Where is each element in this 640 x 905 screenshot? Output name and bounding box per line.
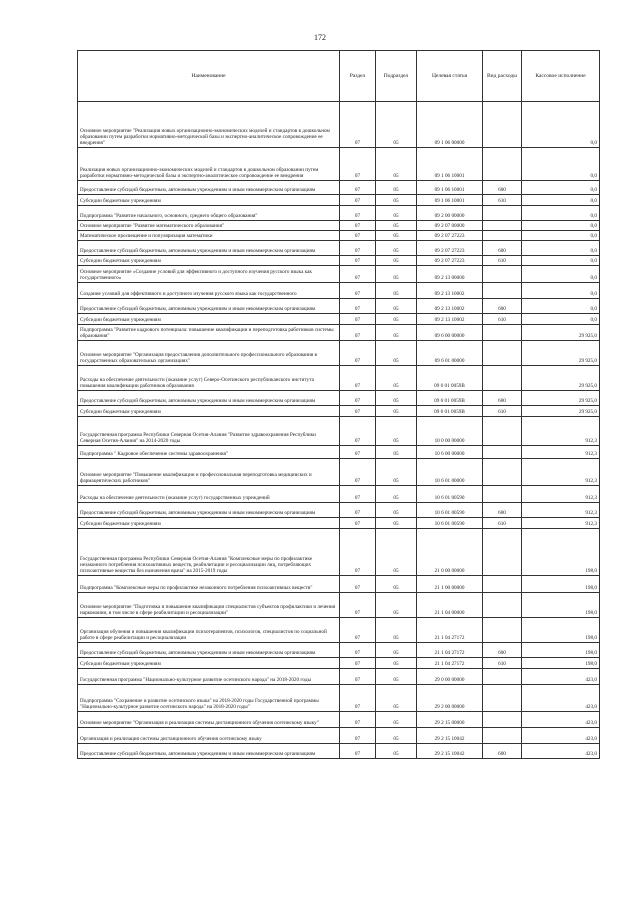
budget-table xyxy=(77,50,600,759)
table-row xyxy=(78,283,600,299)
row-cash-execution: 423,0 xyxy=(522,744,600,759)
row-subsection: 05 xyxy=(376,576,417,593)
row-expense-type: 600 xyxy=(483,744,522,759)
row-section: 07 xyxy=(340,529,376,576)
table-row xyxy=(78,417,600,446)
row-cash-execution: 0,0 xyxy=(522,195,600,206)
row-name: Предоставление субсидий бюджетным, автономным учреждениям и иным некоммерческим организациям xyxy=(78,503,340,518)
row-target-article: 09 1 06 10001 xyxy=(417,181,483,195)
row-section: 07 xyxy=(340,593,376,618)
row-cash-execution: 912,3 xyxy=(522,503,600,518)
row-expense-type xyxy=(483,728,522,744)
row-subsection: 05 xyxy=(376,593,417,618)
row-subsection: 05 xyxy=(376,728,417,744)
row-section: 07 xyxy=(340,391,376,406)
row-subsection: 05 xyxy=(376,266,417,283)
row-target-article: 10 6 01 00590 xyxy=(417,486,483,503)
row-cash-execution: 912,3 xyxy=(522,459,600,486)
table-row xyxy=(78,221,600,231)
row-name: Подпрограмма "Комплексные меры по профилактике незаконного потребления психоактивных веществ" xyxy=(78,576,340,593)
row-section: 07 xyxy=(340,518,376,529)
row-subsection: 05 xyxy=(376,221,417,231)
row-name: Создание условий для эффективного и доступного изучения русского языка как государственного xyxy=(78,283,340,299)
row-expense-type: 610 xyxy=(483,406,522,417)
row-expense-type xyxy=(483,102,522,148)
row-subsection: 05 xyxy=(376,712,417,728)
row-subsection: 05 xyxy=(376,325,417,341)
row-expense-type xyxy=(483,446,522,459)
row-expense-type xyxy=(483,459,522,486)
row-section: 07 xyxy=(340,503,376,518)
table-header-row xyxy=(78,51,600,102)
row-target-article: 09 2 13 00000 xyxy=(417,266,483,283)
row-cash-execution: 29 925,0 xyxy=(522,391,600,406)
row-name: Расходы на обеспечение деятельности (оказание услуг) Северо-Осетинского республиканского института повышения квалификации работников образования xyxy=(78,366,340,391)
row-cash-execution: 0,0 xyxy=(522,148,600,181)
table-row xyxy=(78,529,600,576)
row-subsection: 05 xyxy=(376,658,417,669)
row-target-article: 09 6 01 00000 xyxy=(417,341,483,366)
row-cash-execution: 0,0 xyxy=(522,283,600,299)
row-subsection: 05 xyxy=(376,618,417,643)
row-expense-type xyxy=(483,529,522,576)
row-section: 07 xyxy=(340,241,376,256)
row-cash-execution: 0,0 xyxy=(522,299,600,314)
row-section: 07 xyxy=(340,459,376,486)
table-row xyxy=(78,231,600,241)
row-target-article: 09 2 07 00000 xyxy=(417,221,483,231)
table-row xyxy=(78,446,600,459)
table-row xyxy=(78,669,600,685)
row-expense-type: 610 xyxy=(483,256,522,266)
row-section: 07 xyxy=(340,341,376,366)
table-row xyxy=(78,685,600,712)
row-subsection: 05 xyxy=(376,529,417,576)
table-row xyxy=(78,325,600,341)
row-subsection: 05 xyxy=(376,231,417,241)
row-expense-type: 610 xyxy=(483,195,522,206)
row-target-article: 09 6 01 0059В xyxy=(417,391,483,406)
row-target-article: 10 0 00 00000 xyxy=(417,417,483,446)
row-name: Организация обучения и повышения квалификации психотерапевтов, психологов, специалистов по социальной работе в сфере реабилитации и ресоциализации xyxy=(78,618,340,643)
row-section: 07 xyxy=(340,256,376,266)
row-name: Государственная программа Республики Северная Осетия-Алания "Комплексные меры по профилактике незаконного потребления психоактивных веществ, реабилитации и ресоциализации лиц, потребляющих психоактивные вещества без назначения врача" на 2015-2019 годы xyxy=(78,529,340,576)
row-target-article: 09 2 00 00000 xyxy=(417,206,483,221)
row-cash-execution: 423,0 xyxy=(522,669,600,685)
row-expense-type xyxy=(483,325,522,341)
row-expense-type xyxy=(483,366,522,391)
row-target-article: 09 1 06 10001 xyxy=(417,148,483,181)
row-target-article: 21 1 04 27172 xyxy=(417,643,483,658)
row-name: Субсидии бюджетным учреждениям xyxy=(78,406,340,417)
row-target-article: 10 6 01 00590 xyxy=(417,518,483,529)
row-cash-execution: 0,0 xyxy=(522,221,600,231)
row-subsection: 05 xyxy=(376,283,417,299)
row-subsection: 05 xyxy=(376,341,417,366)
row-cash-execution: 0,0 xyxy=(522,102,600,148)
row-section: 07 xyxy=(340,195,376,206)
table-row xyxy=(78,576,600,593)
row-name: Основное мероприятие "Организация и реализация системы дистанционного обучения осетинскому языку" xyxy=(78,712,340,728)
row-expense-type xyxy=(483,266,522,283)
table-row xyxy=(78,102,600,148)
row-expense-type: 600 xyxy=(483,503,522,518)
row-section: 07 xyxy=(340,685,376,712)
row-target-article: 09 6 00 00000 xyxy=(417,325,483,341)
row-name: Основное мероприятие "Повышение квалификации и профессиональная переподготовка медицинских и фармацевтических работников" xyxy=(78,459,340,486)
row-expense-type xyxy=(483,283,522,299)
row-cash-execution: 29 925,0 xyxy=(522,366,600,391)
row-expense-type xyxy=(483,417,522,446)
row-name: Субсидии бюджетным учреждениям xyxy=(78,256,340,266)
row-name: Основное мероприятие "Организация предоставления дополнительного профессионального образования в государственных образовательных организациях" xyxy=(78,341,340,366)
table-row xyxy=(78,643,600,658)
row-cash-execution: 423,0 xyxy=(522,728,600,744)
table-row xyxy=(78,712,600,728)
row-section: 07 xyxy=(340,712,376,728)
row-subsection: 05 xyxy=(376,459,417,486)
row-target-article: 21 0 00 00000 xyxy=(417,529,483,576)
table-row xyxy=(78,241,600,256)
row-section: 07 xyxy=(340,231,376,241)
row-section: 07 xyxy=(340,148,376,181)
row-subsection: 05 xyxy=(376,181,417,195)
row-cash-execution: 198,0 xyxy=(522,576,600,593)
table-row xyxy=(78,195,600,206)
row-name: Основное мероприятие "Развитие математического образования" xyxy=(78,221,340,231)
row-subsection: 05 xyxy=(376,102,417,148)
row-name: Государственная программа Республики Северная Осетия-Алания "Развитие здравоохранения Республики Северная Осетия-Алания" на 2014-2020 годы xyxy=(78,417,340,446)
row-section: 07 xyxy=(340,206,376,221)
row-name: Расходы на обеспечение деятельности (оказание услуг) государственных учреждений xyxy=(78,486,340,503)
row-section: 07 xyxy=(340,221,376,231)
row-section: 07 xyxy=(340,669,376,685)
row-target-article: 29 2 15 00000 xyxy=(417,712,483,728)
row-section: 07 xyxy=(340,314,376,325)
table-row xyxy=(78,266,600,283)
row-subsection: 05 xyxy=(376,391,417,406)
row-cash-execution: 0,0 xyxy=(522,206,600,221)
table-row xyxy=(78,593,600,618)
row-expense-type xyxy=(483,618,522,643)
row-expense-type xyxy=(483,206,522,221)
table-row xyxy=(78,341,600,366)
row-target-article: 29 2 00 00000 xyxy=(417,685,483,712)
row-section: 07 xyxy=(340,446,376,459)
row-subsection: 05 xyxy=(376,417,417,446)
table-row xyxy=(78,459,600,486)
row-name: Субсидии бюджетным учреждениям xyxy=(78,658,340,669)
table-row xyxy=(78,314,600,325)
row-cash-execution: 423,0 xyxy=(522,712,600,728)
table-row xyxy=(78,658,600,669)
row-name: Основное мероприятие "Реализация новых организационно-экономических моделей и стандартов в дошкольном образовании путем разработки нормативно-методической базы и экспертно-аналитическое сопровождение ее внедрения" xyxy=(78,102,340,148)
row-subsection: 05 xyxy=(376,669,417,685)
row-name: Организация и реализация системы дистанционного обучения осетинскому языку xyxy=(78,728,340,744)
row-section: 07 xyxy=(340,299,376,314)
row-expense-type: 600 xyxy=(483,391,522,406)
row-section: 07 xyxy=(340,744,376,759)
row-target-article: 21 1 04 27172 xyxy=(417,658,483,669)
row-expense-type xyxy=(483,341,522,366)
row-section: 07 xyxy=(340,181,376,195)
row-expense-type: 610 xyxy=(483,658,522,669)
row-expense-type xyxy=(483,576,522,593)
row-target-article: 10 6 01 00000 xyxy=(417,459,483,486)
row-section: 07 xyxy=(340,576,376,593)
row-target-article: 09 2 13 10002 xyxy=(417,314,483,325)
row-section: 07 xyxy=(340,658,376,669)
row-target-article: 09 1 06 10001 xyxy=(417,195,483,206)
row-subsection: 05 xyxy=(376,643,417,658)
row-target-article: 29 2 15 10042 xyxy=(417,744,483,759)
table-row xyxy=(78,148,600,181)
row-target-article: 10 6 01 00590 xyxy=(417,503,483,518)
row-expense-type: 600 xyxy=(483,643,522,658)
row-target-article: 09 6 01 0059В xyxy=(417,406,483,417)
table-row xyxy=(78,406,600,417)
row-name: Подпрограмма " Кадровое обеспечение системы здравоохранения" xyxy=(78,446,340,459)
col-header-expense-type: Вид расходы xyxy=(483,51,522,102)
row-name: Предоставление субсидий бюджетным, автономным учреждениям и иным некоммерческим организациям xyxy=(78,299,340,314)
col-header-subsection: Подраздел xyxy=(376,51,417,102)
table-row xyxy=(78,206,600,221)
row-subsection: 05 xyxy=(376,406,417,417)
row-target-article: 21 1 00 00000 xyxy=(417,576,483,593)
row-subsection: 05 xyxy=(376,299,417,314)
row-section: 07 xyxy=(340,643,376,658)
row-section: 07 xyxy=(340,283,376,299)
row-target-article: 10 6 00 00000 xyxy=(417,446,483,459)
row-section: 07 xyxy=(340,266,376,283)
row-cash-execution: 198,0 xyxy=(522,529,600,576)
row-name: Основное мероприятие «Создание условий для эффективного и доступного изучения русского языка как государственного» xyxy=(78,266,340,283)
row-expense-type xyxy=(483,148,522,181)
row-name: Субсидии бюджетным учреждениям xyxy=(78,518,340,529)
row-name: Предоставление субсидий бюджетным, автономным учреждениям и иным некоммерческим организациям xyxy=(78,181,340,195)
table-row xyxy=(78,391,600,406)
table-row xyxy=(78,486,600,503)
row-name: Субсидии бюджетным учреждениям xyxy=(78,314,340,325)
row-cash-execution: 912,3 xyxy=(522,446,600,459)
row-expense-type xyxy=(483,593,522,618)
row-target-article: 29 0 00 00000 xyxy=(417,669,483,685)
table-row xyxy=(78,366,600,391)
row-cash-execution: 423,0 xyxy=(522,685,600,712)
row-subsection: 05 xyxy=(376,206,417,221)
row-name: Предоставление субсидий бюджетным, автономным учреждениям и иным некоммерческим организациям xyxy=(78,744,340,759)
row-subsection: 05 xyxy=(376,685,417,712)
row-subsection: 05 xyxy=(376,744,417,759)
row-expense-type: 600 xyxy=(483,181,522,195)
row-name: Предоставление субсидий бюджетным, автономным учреждениям и иным некоммерческим организациям xyxy=(78,241,340,256)
row-section: 07 xyxy=(340,406,376,417)
table-row xyxy=(78,744,600,759)
col-header-name: Наименование xyxy=(78,51,340,102)
row-cash-execution: 198,0 xyxy=(522,618,600,643)
row-name: Подпрограмма "Развитие начального, основного, среднего общего образования" xyxy=(78,206,340,221)
col-header-cash-execution: Кассовое исполнение xyxy=(522,51,600,102)
table-row xyxy=(78,299,600,314)
row-name: Предоставление субсидий бюджетным, автономным учреждениям и иным некоммерческим организациям xyxy=(78,643,340,658)
row-name: Подпрограмма "Развитие кадрового потенциала: повышение квалификации и переподготовка работников системы образования" xyxy=(78,325,340,341)
row-subsection: 05 xyxy=(376,148,417,181)
row-cash-execution: 0,0 xyxy=(522,231,600,241)
row-target-article: 09 2 13 10002 xyxy=(417,299,483,314)
row-target-article: 29 2 15 10042 xyxy=(417,728,483,744)
row-name: Субсидии бюджетным учреждениям xyxy=(78,195,340,206)
page-number: 172 xyxy=(314,33,326,42)
row-cash-execution: 198,0 xyxy=(522,643,600,658)
row-target-article: 09 2 13 10002 xyxy=(417,283,483,299)
table-row xyxy=(78,728,600,744)
row-name: Подпрограмма "Сохранение и развитие осетинского языка" на 2018-2020 годы Государственной программы "Национально-культурное развитие осетинского народа" на 2018-2020 годы" xyxy=(78,685,340,712)
row-cash-execution: 29 925,0 xyxy=(522,325,600,341)
row-cash-execution: 198,0 xyxy=(522,658,600,669)
row-name: Государственная программа "Национально-культурное развитие осетинского народа" на 2018-2020 годы xyxy=(78,669,340,685)
row-cash-execution: 198,0 xyxy=(522,593,600,618)
row-target-article: 21 1 04 27172 xyxy=(417,618,483,643)
row-section: 07 xyxy=(340,102,376,148)
row-expense-type: 600 xyxy=(483,241,522,256)
row-subsection: 05 xyxy=(376,366,417,391)
row-expense-type xyxy=(483,669,522,685)
table-row xyxy=(78,618,600,643)
row-expense-type xyxy=(483,231,522,241)
row-section: 07 xyxy=(340,486,376,503)
row-cash-execution: 0,0 xyxy=(522,266,600,283)
row-cash-execution: 0,0 xyxy=(522,314,600,325)
row-expense-type: 600 xyxy=(483,299,522,314)
row-name: Математическое просвещение и популяризация математики xyxy=(78,231,340,241)
row-expense-type xyxy=(483,685,522,712)
row-subsection: 05 xyxy=(376,314,417,325)
row-expense-type xyxy=(483,486,522,503)
row-cash-execution: 29 925,0 xyxy=(522,341,600,366)
row-target-article: 09 6 01 0059В xyxy=(417,366,483,391)
table-row xyxy=(78,503,600,518)
row-target-article: 09 2 07 27223 xyxy=(417,231,483,241)
row-target-article: 09 2 07 27223 xyxy=(417,256,483,266)
row-section: 07 xyxy=(340,728,376,744)
row-target-article: 09 1 06 00000 xyxy=(417,102,483,148)
row-cash-execution: 0,0 xyxy=(522,181,600,195)
row-section: 07 xyxy=(340,366,376,391)
row-cash-execution: 912,3 xyxy=(522,518,600,529)
row-cash-execution: 0,0 xyxy=(522,241,600,256)
row-subsection: 05 xyxy=(376,446,417,459)
row-expense-type: 610 xyxy=(483,314,522,325)
col-header-target-article: Целевая статья xyxy=(417,51,483,102)
row-subsection: 05 xyxy=(376,503,417,518)
row-cash-execution: 912,3 xyxy=(522,486,600,503)
row-name: Предоставление субсидий бюджетным, автономным учреждениям и иным некоммерческим организациям xyxy=(78,391,340,406)
row-cash-execution: 29 925,0 xyxy=(522,406,600,417)
col-header-section: Раздел xyxy=(340,51,376,102)
table-row xyxy=(78,256,600,266)
row-section: 07 xyxy=(340,417,376,446)
row-section: 07 xyxy=(340,325,376,341)
row-expense-type xyxy=(483,712,522,728)
row-section: 07 xyxy=(340,618,376,643)
row-subsection: 05 xyxy=(376,195,417,206)
row-target-article: 09 2 07 27223 xyxy=(417,241,483,256)
row-subsection: 05 xyxy=(376,256,417,266)
row-target-article: 21 1 04 00000 xyxy=(417,593,483,618)
row-name: Реализация новых организационно-экономических моделей и стандартов в дошкольном образовании путем разработки нормативно-методической базы и экспертно-аналитическое сопровождение ее внедрения xyxy=(78,148,340,181)
row-expense-type: 610 xyxy=(483,518,522,529)
table-row xyxy=(78,181,600,195)
row-cash-execution: 0,0 xyxy=(522,256,600,266)
row-subsection: 05 xyxy=(376,518,417,529)
row-cash-execution: 912,3 xyxy=(522,417,600,446)
table-row xyxy=(78,518,600,529)
row-subsection: 05 xyxy=(376,486,417,503)
row-name: Основное мероприятие "Подготовка и повышение квалификации специалистов субъектов профилактики и лечения наркомании, в том числе в сфере реабилитации и ресоциализации" xyxy=(78,593,340,618)
row-subsection: 05 xyxy=(376,241,417,256)
row-expense-type xyxy=(483,221,522,231)
